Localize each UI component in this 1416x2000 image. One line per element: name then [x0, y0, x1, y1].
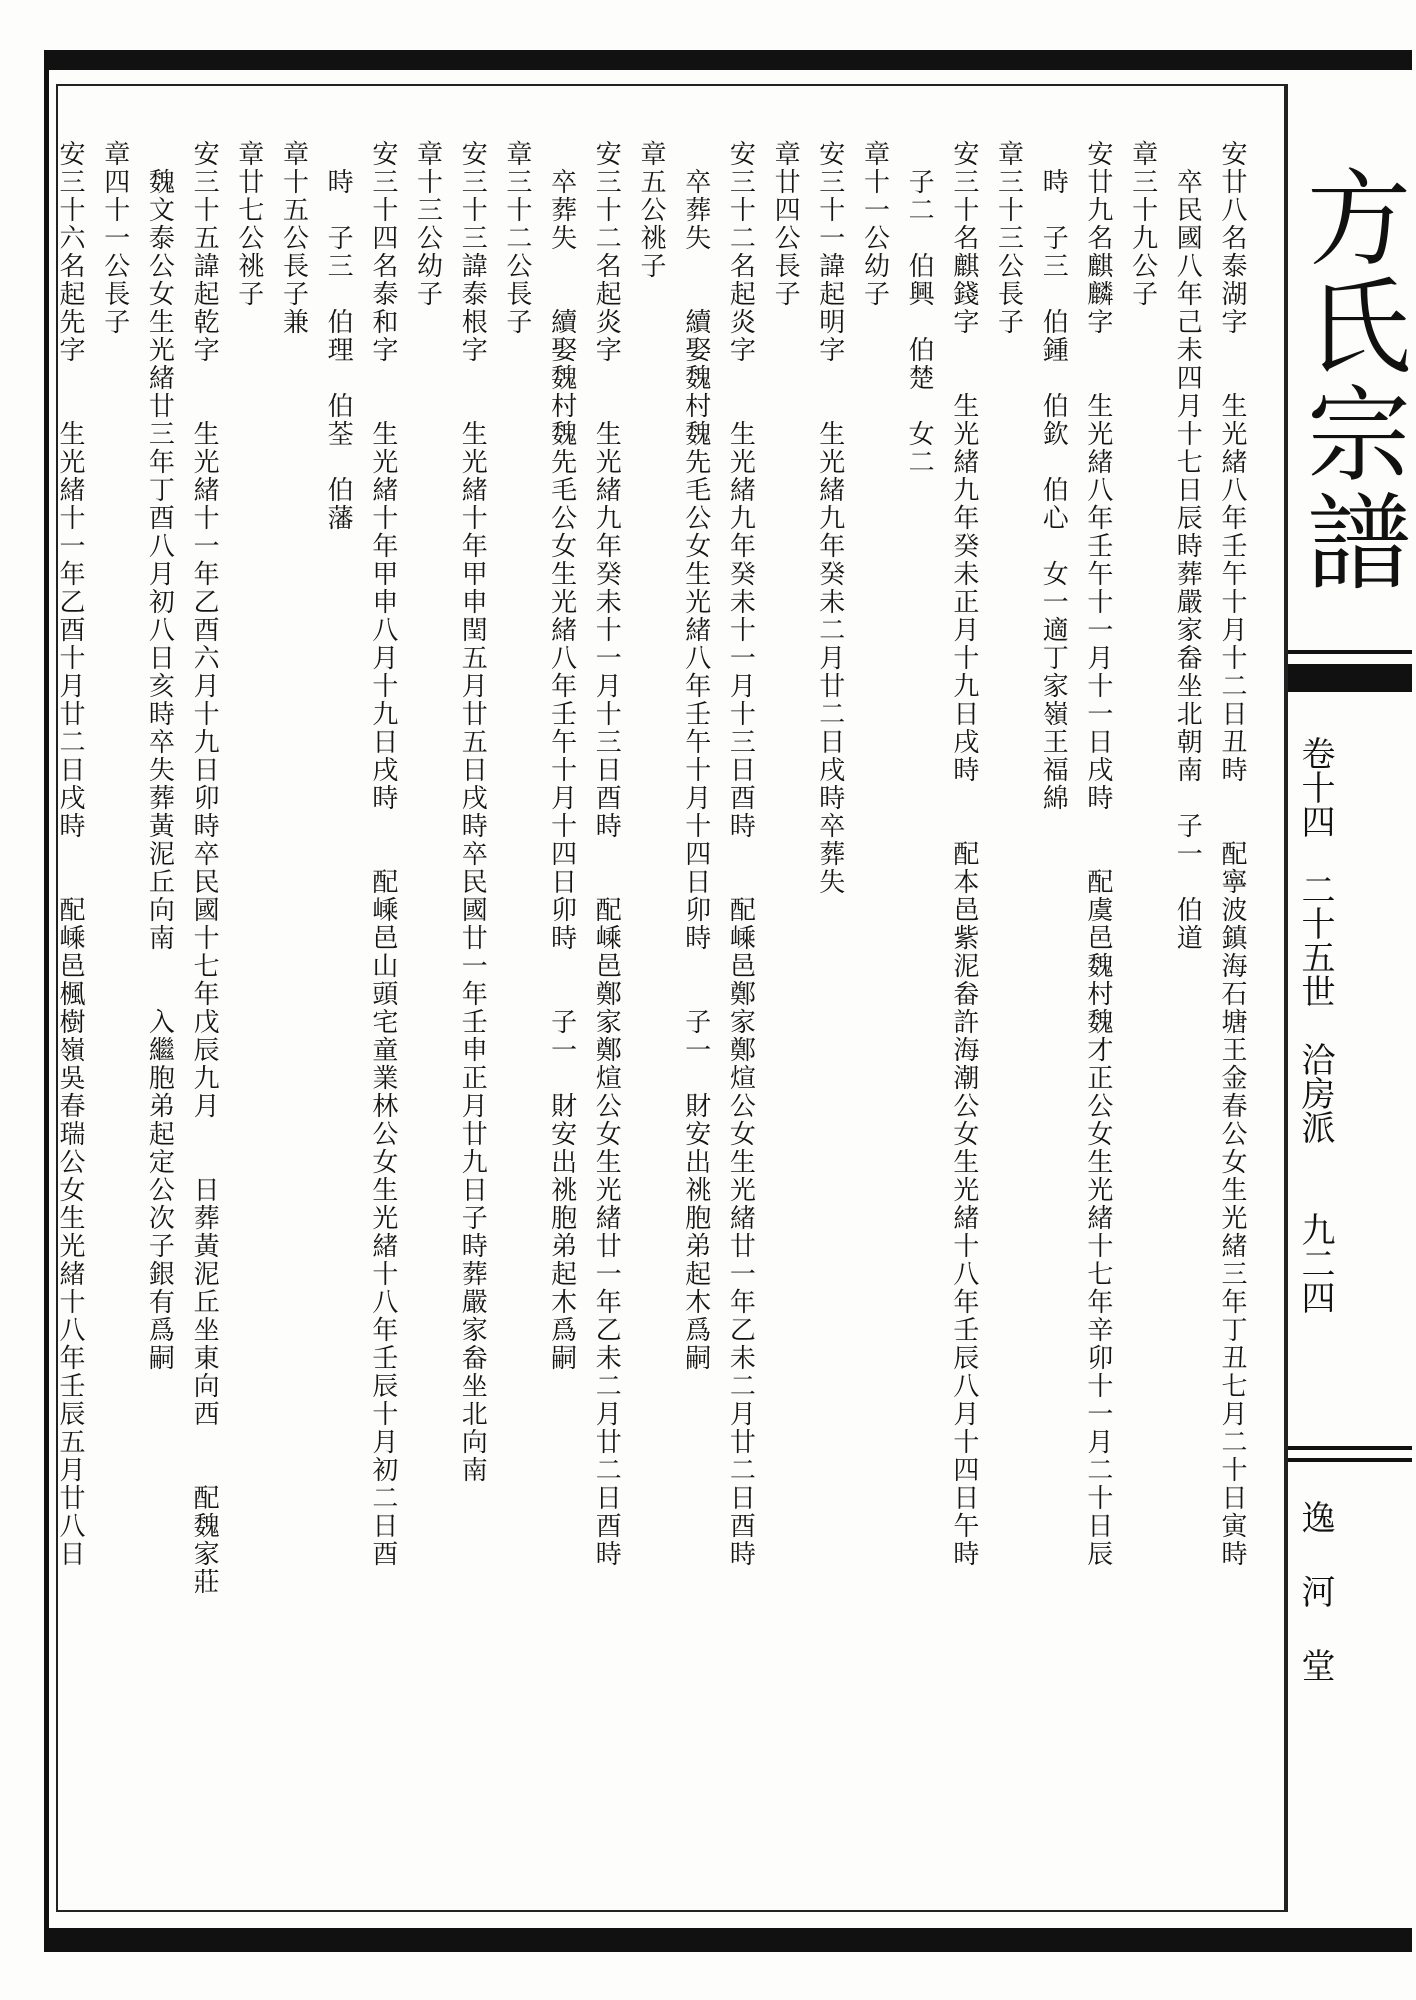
record-column: 章廿四公長子: [770, 140, 801, 308]
record-column: 章四十一公長子: [99, 140, 130, 336]
record-column: 時 子三 伯理 伯荃 伯藩: [323, 140, 354, 532]
record-column: 章三十九公子: [1127, 140, 1158, 308]
record-column: 魏文泰公女生光緒廿三年丁酉八月初八日亥時卒失葬黃泥丘向南 入繼胞弟起定公次子銀有爲嗣: [144, 140, 175, 1372]
record-column: 安三十名麒錢字 生光緒九年癸未正月十九日戌時 配本邑紫泥畚許海潮公女生光緒十八年壬辰八月十四日午時: [948, 140, 979, 1568]
record-column: 安三十二名起炎字 生光緒九年癸未十一月十三日酉時 配嵊邑鄭家鄭煊公女生光緒廿一年乙未二月廿二日酉時: [591, 140, 622, 1568]
record-column: 章五公祧子: [636, 140, 666, 280]
hall-name: 逸河堂: [1295, 1500, 1335, 1722]
record-column: 安三十一諱起明字 生光緒九年癸未二月廿二日戌時卒葬失: [814, 140, 845, 896]
record-column: 安三十六名起先字 生光緒十一年乙酉十月廿二日戌時 配嵊邑楓樹嶺吳春瑞公女生光緒十八年壬辰五月廿八日: [55, 140, 85, 1568]
record-column: 安三十三諱泰根字 生光緒十年甲申閏五月廿五日戌時卒民國廿一年壬申正月廿九日子時葬嚴家畚坐北向南: [457, 140, 488, 1484]
record-column: 安三十五諱起乾字 生光緒十一年乙酉六月十九日卯時卒民國十七年戊辰九月 日葬黃泥丘坐東向西 配魏家莊: [189, 140, 220, 1596]
record-column: 安廿九名麒麟字 生光緒八年壬午十一月十一日戌時 配虞邑魏村魏才正公女生光緒十七年辛卯十一月二十日辰: [1082, 140, 1113, 1568]
volume-info: 卷十四 二十五世 洽房派 九二四: [1295, 736, 1335, 1314]
record-column: 安三十二名起炎字 生光緒九年癸未十一月十三日酉時 配嵊邑鄭家鄭煊公女生光緒廿一年乙未二月廿二日酉時: [725, 140, 756, 1568]
record-column: 卒葬失 續娶魏村魏先毛公女生光緒八年壬午十月十四日卯時 子一 財安出祧胞弟起木爲嗣: [680, 140, 711, 1372]
record-column: 章十五公長子兼: [278, 140, 309, 336]
record-column: 章廿七公祧子: [233, 140, 264, 308]
record-column: 子二 伯興 伯楚 女二: [904, 140, 935, 476]
record-column: 章十一公幼子: [859, 140, 890, 308]
record-column: 安廿八名泰湖字 生光緒八年壬午十月十二日丑時 配寧波鎮海石塘王金春公女生光緒三年丁丑七月二十日寅時: [1217, 140, 1247, 1568]
header-separator: [1288, 1446, 1412, 1450]
book-title: 方氏宗譜: [1289, 164, 1411, 596]
title-band: [1288, 664, 1412, 692]
record-column: 章十三公幼子: [412, 140, 443, 308]
record-column: 卒民國八年己未四月十七日辰時葬嚴家畚坐北朝南 子一 伯道: [1172, 140, 1203, 952]
record-column: 章三十三公長子: [993, 140, 1024, 336]
record-column: 安三十四名泰和字 生光緒十年甲申八月十九日戌時 配嵊邑山頭宅童業林公女生光緒十八年壬辰十月初二日酉: [367, 140, 398, 1568]
record-column: 卒葬失 續娶魏村魏先毛公女生光緒八年壬午十月十四日卯時 子一 財安出祧胞弟起木爲嗣: [546, 140, 577, 1372]
top-border-bar: [44, 50, 1412, 70]
title-underline: [1288, 650, 1412, 654]
bottom-border-bar: [44, 1928, 1412, 1952]
header-separator-2: [1288, 1458, 1412, 1462]
record-column: 時 子三 伯鍾 伯欽 伯心 女一適丁家嶺王福綿: [1038, 140, 1069, 812]
record-column: 章三十二公長子: [501, 140, 532, 336]
